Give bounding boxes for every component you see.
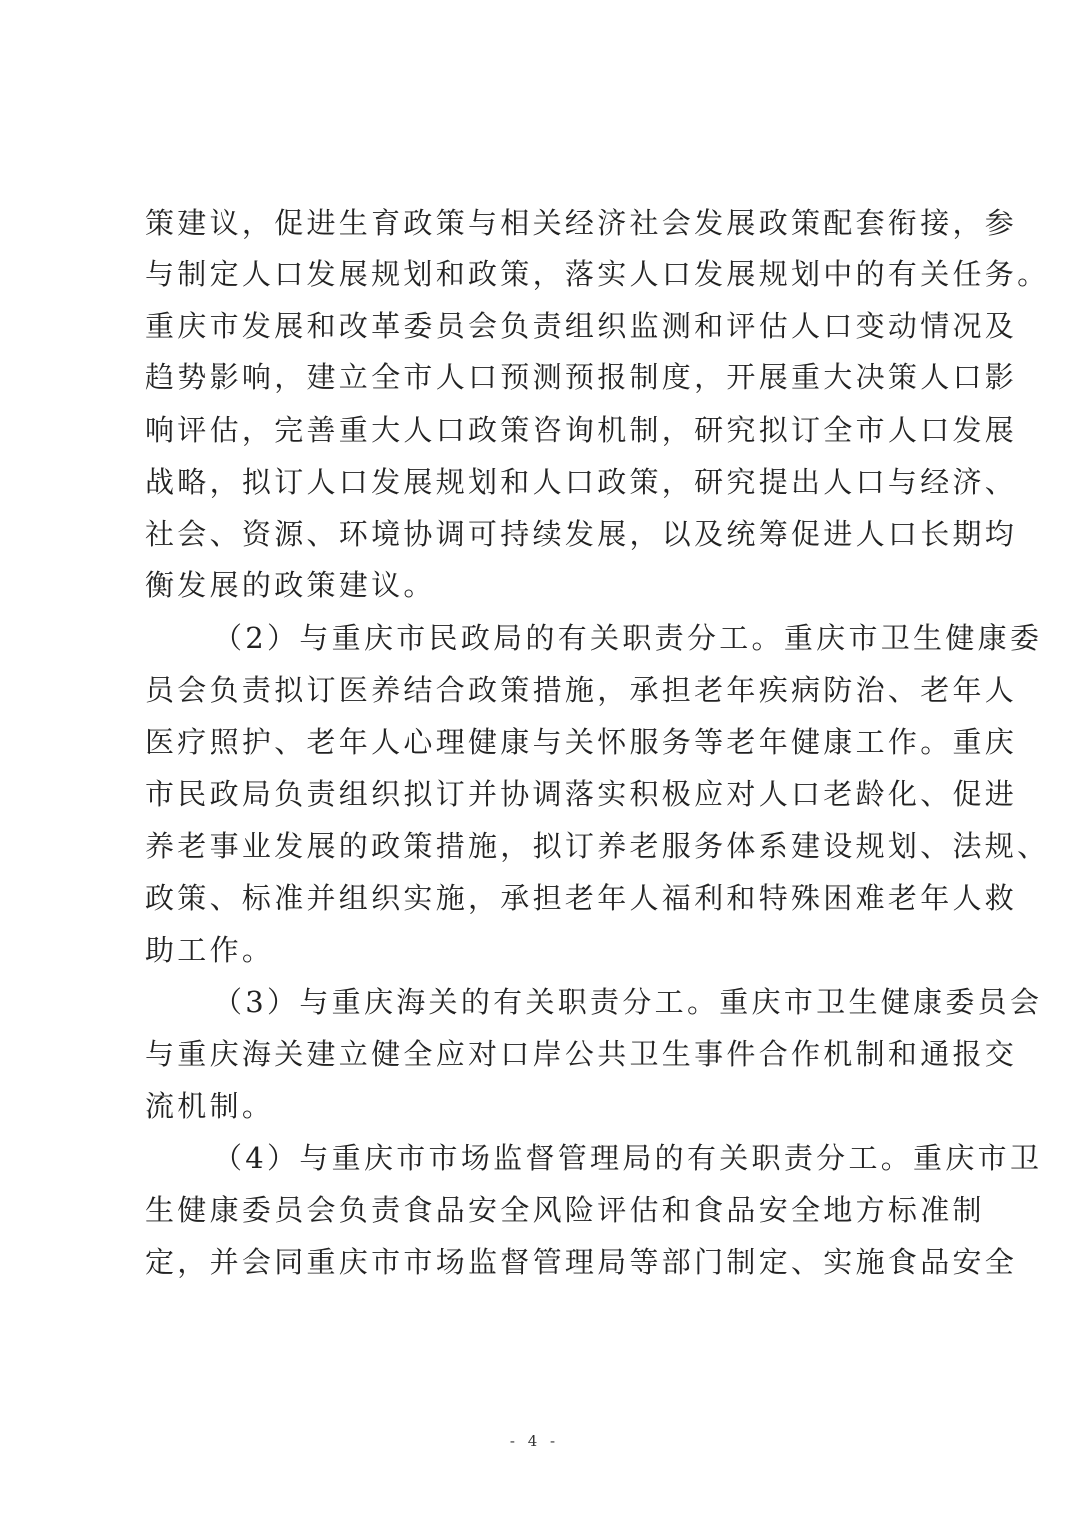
body-text-line: 与制定人口发展规划和政策，落实人口发展规划中的有关任务。 — [145, 257, 1050, 291]
body-text-line: 战略，拟订人口发展规划和人口政策，研究提出人口与经济、 — [145, 465, 1018, 499]
body-text-line: 医疗照护、老年人心理健康与关怀服务等老年健康工作。重庆 — [145, 725, 1018, 759]
body-text-line: 策建议，促进生育政策与相关经济社会发展政策配套衔接，参 — [145, 206, 1018, 240]
body-text-line: 响评估，完善重大人口政策咨询机制，研究拟订全市人口发展 — [145, 413, 1018, 447]
body-text-line: 趋势影响，建立全市人口预测预报制度，开展重大决策人口影 — [145, 360, 1018, 394]
paragraph-4-start: （4）与重庆市市场监督管理局的有关职责分工。重庆市卫 — [213, 1141, 1043, 1175]
body-text-line: 与重庆海关建立健全应对口岸公共卫生事件合作机制和通报交 — [145, 1037, 1018, 1071]
body-text-line: 养老事业发展的政策措施，拟订养老服务体系建设规划、法规、 — [145, 829, 1050, 863]
body-text-line: 员会负责拟订医养结合政策措施，承担老年疾病防治、老年人 — [145, 673, 1018, 707]
page-number: - 4 - — [509, 1432, 560, 1450]
body-text-line: 衡发展的政策建议。 — [145, 568, 436, 602]
body-text-line: 社会、资源、环境协调可持续发展，以及统筹促进人口长期均 — [145, 517, 1018, 551]
body-text-line: 流机制。 — [145, 1089, 275, 1123]
body-text-line: 定，并会同重庆市市场监督管理局等部门制定、实施食品安全 — [145, 1245, 1018, 1279]
body-text-line: 助工作。 — [145, 933, 275, 967]
body-text-line: 重庆市发展和改革委员会负责组织监测和评估人口变动情况及 — [145, 309, 1018, 343]
paragraph-3-start: （3）与重庆海关的有关职责分工。重庆市卫生健康委员会 — [213, 985, 1043, 1019]
body-text-line: 生健康委员会负责食品安全风险评估和食品安全地方标准制 — [145, 1193, 985, 1227]
body-text-line: 政策、标准并组织实施，承担老年人福利和特殊困难老年人救 — [145, 881, 1018, 915]
body-text-line: 市民政局负责组织拟订并协调落实积极应对人口老龄化、促进 — [145, 777, 1018, 811]
paragraph-2-start: （2）与重庆市民政局的有关职责分工。重庆市卫生健康委 — [213, 621, 1043, 655]
